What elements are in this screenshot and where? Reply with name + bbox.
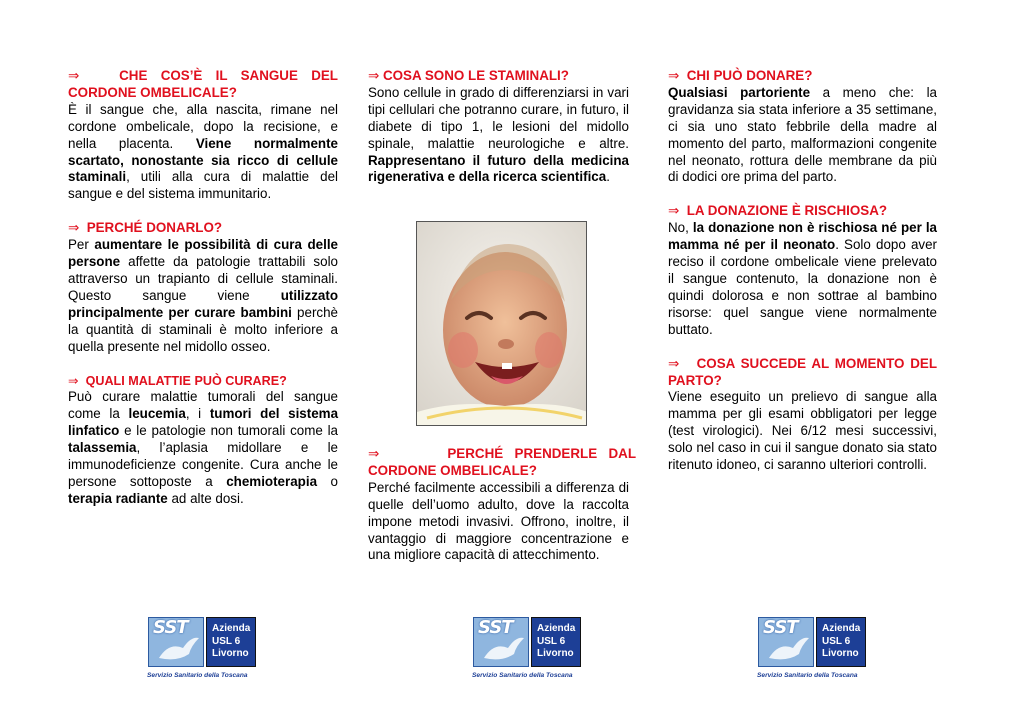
heading-text: QUALI MALATTIE PUÒ CURARE?: [85, 373, 287, 388]
heading-what-is-cord-blood: [68, 68, 338, 102]
arrow-icon: ⇒: [368, 446, 380, 461]
column-left: [68, 68, 338, 508]
arrow-icon: ⇒: [68, 68, 80, 83]
column-middle-lower: [368, 446, 636, 564]
heading-text: CHE COS’È IL SANGUE DEL CORDONE OMBELICALE?: [68, 68, 338, 100]
heading-is-it-risky: [668, 203, 937, 220]
azienda-box: Azienda USL 6 Livorno: [531, 617, 581, 667]
heading-text: LA DONAZIONE È RISCHIOSA?: [686, 203, 888, 219]
heading-text: CHI PUÒ DONARE?: [686, 68, 813, 83]
usl-logo: [757, 616, 869, 684]
heading-diseases: [68, 373, 338, 390]
column-right: [668, 68, 937, 474]
sst-emblem: SST: [473, 617, 529, 667]
usl-logo: [472, 616, 584, 684]
heading-at-birth: [668, 356, 937, 390]
paragraph-why-donate: Per aumentare le possibilità di cura delle persone affette da patologie trattabili solo attraverso un trapianto di cellule staminali. Questo sangue viene utilizzato principalmente per curare bambini perchè la quantità di staminali è molto inferiore a quella presente nel midollo osseo.: [68, 237, 339, 354]
azienda-box: Azienda USL 6 Livorno: [816, 617, 866, 667]
logo-subtitle: Servizio Sanitario della Toscana: [147, 672, 248, 679]
heading-why-donate: [68, 220, 338, 237]
heading-text: PERCHÉ PRENDERLE DAL CORDONE OMBELICALE?: [368, 446, 636, 478]
paragraph-why-from-cord: Perché facilmente accessibili a differenza di quelle dell’uomo adulto, dove la raccolta impone metodi invasivi. Offrono, inoltre, il vantaggio di maggiore concentrazione e una migliore capacità di attecchimento.: [368, 479, 629, 563]
usl-logo: [147, 616, 259, 684]
logo-subtitle: Servizio Sanitario della Toscana: [472, 672, 573, 679]
paragraph-stem-cells: Sono cellule in grado di differenziarsi in vari tipi cellulari che potranno curare, in futuro, il diabete di tipo 1, le lesioni del midollo spinale, malattie neurologiche e altre. Rappresentano il futuro della medicina rigenerativa e della ricerca scientifica.: [368, 84, 629, 185]
baby-photo: [416, 221, 587, 426]
bird-icon: [474, 618, 528, 666]
paragraph-diseases: Può curare malattie tumorali del sangue come la leucemia, i tumori del sistema linfatico e le patologie non tumorali come la talassemia, l’aplasia midollare e le immunodeficienze congenite. Cura anche le persone sottoposte a chemioterapia o terapia radiante ad alte dosi.: [68, 389, 339, 506]
arrow-icon: ⇒: [668, 68, 680, 83]
logo-subtitle: Servizio Sanitario della Toscana: [757, 672, 858, 679]
arrow-icon: ⇒: [368, 68, 380, 83]
arrow-icon: ⇒: [668, 355, 680, 371]
heading-text: PERCHÉ DONARLO?: [86, 220, 223, 236]
sst-emblem: SST: [758, 617, 814, 667]
paragraph-cord-blood: È il sangue che, alla nascita, rimane nel cordone ombelicale, dopo la recisione, e nella placenta. Viene normalmente scartato, nonostante sia ricco di cellule staminali, utili alla cura di malattie del sangue e del sistema immunitario.: [68, 101, 338, 202]
paragraph-is-it-risky: No, la donazione non è rischiosa né per la mamma né per il neonato. Solo dopo aver reciso il cordone ombelicale viene prelevato il sangue contenuto, la donazione non è quindi dolorosa e non sottrae al bambino risorse: quel sangue viene normalmente buttato.: [668, 220, 937, 337]
baby-illustration: [417, 222, 587, 426]
bird-icon: [759, 618, 813, 666]
heading-who-can-donate: [668, 68, 937, 85]
heading-stem-cells: [368, 68, 629, 85]
heading-why-from-cord: [368, 446, 636, 480]
column-middle: [368, 68, 629, 186]
heading-text: COSA SONO LE STAMINALI?: [382, 68, 569, 83]
paragraph-who-can-donate: Qualsiasi partoriente a meno che: la gravidanza sia stata inferiore a 35 settimane, ci sia uno stato febbrile della madre al momento del parto, malformazioni congenite nel neonato, rottura delle membrane da più di dodici ore prima del parto.: [668, 84, 937, 185]
arrow-icon: ⇒: [68, 373, 79, 388]
arrow-icon: ⇒: [68, 220, 80, 236]
heading-text: COSA SUCCEDE AL MOMENTO DEL PARTO?: [668, 355, 937, 388]
sst-emblem: SST: [148, 617, 204, 667]
paragraph-at-birth: Viene eseguito un prelievo di sangue alla mamma per gli esami obbligatori per legge (test virologici). Nei 6/12 mesi successivi, solo nel caso in cui il sangue donato sia stato ritenuto idoneo, ci saranno ulteriori controlli.: [668, 389, 937, 473]
arrow-icon: ⇒: [668, 203, 680, 219]
azienda-box: Azienda USL 6 Livorno: [206, 617, 256, 667]
bird-icon: [149, 618, 203, 666]
